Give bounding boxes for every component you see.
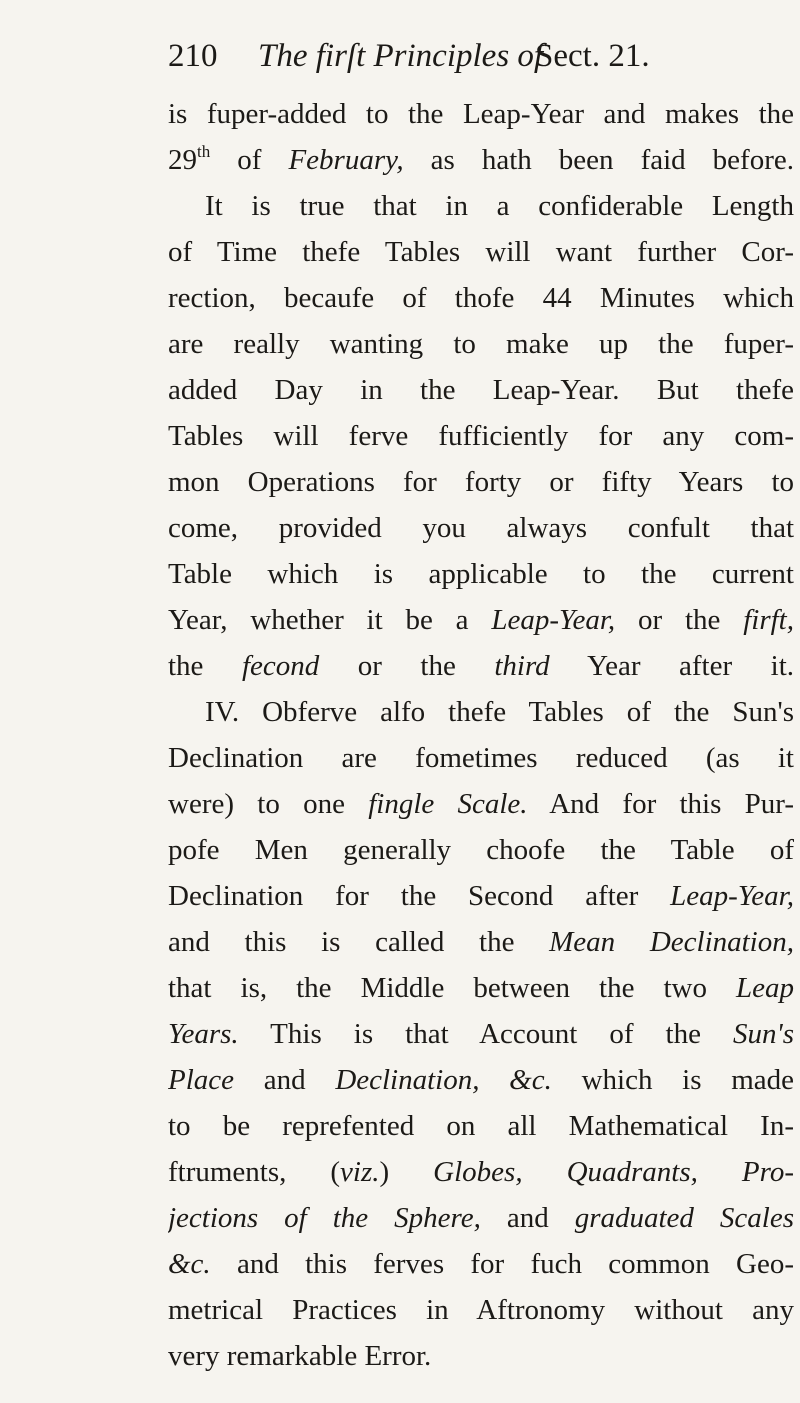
text-line: IV. Obferve alfo thefe Tables of the Sun's: [205, 696, 794, 728]
text-line: added Day in the Leap-Year. But thefe: [168, 374, 794, 406]
text-line: Year, whether it be a Leap-Year, or the firft,: [168, 604, 794, 636]
text-line: very remarkable Error.: [168, 1340, 432, 1372]
text-line: were) to one fingle Scale. And for this Pur-: [168, 788, 794, 820]
text-line: is fuper-added to the Leap-Year and makes the: [168, 98, 794, 130]
text-line: Tables will ferve fufficiently for any com-: [168, 420, 794, 452]
page-number: 210: [168, 38, 218, 74]
text-line: Declination for the Second after Leap-Year,: [168, 880, 794, 912]
text-line: It is true that in a confiderable Length: [205, 190, 794, 222]
text-line: Place and Declination, &c. which is made: [168, 1064, 794, 1096]
text-line: the fecond or the third Year after it.: [168, 650, 794, 682]
running-title: The firſt Principles of: [258, 38, 544, 74]
text-line: to be reprefented on all Mathematical In-: [168, 1110, 794, 1142]
text-line: jections of the Sphere, and graduated Scales: [168, 1202, 794, 1234]
text-line: &c. and this ferves for fuch common Geo-: [168, 1248, 794, 1280]
text-line: Declination are fometimes reduced (as it: [168, 742, 794, 774]
text-line: rection, becaufe of thofe 44 Minutes which: [168, 282, 794, 314]
section-reference: Sect. 21.: [535, 38, 650, 74]
text-line: pofe Men generally choofe the Table of: [168, 834, 794, 866]
text-line: that is, the Middle between the two Leap: [168, 972, 794, 1004]
text-line: mon Operations for forty or fifty Years to: [168, 466, 794, 498]
text-line: come, provided you always confult that: [168, 512, 794, 544]
text-line: Years. This is that Account of the Sun's: [168, 1018, 794, 1050]
text-line: metrical Practices in Aftronomy without any: [168, 1294, 794, 1326]
text-line: of Time thefe Tables will want further Cor-: [168, 236, 794, 268]
text-line: ftruments, (viz.) Globes, Quadrants, Pro-: [168, 1156, 794, 1188]
text-line: and this is called the Mean Declination,: [168, 926, 794, 958]
text-line: Table which is applicable to the current: [168, 558, 794, 590]
text-line: 29th of February, as hath been faid before.: [168, 142, 794, 176]
text-line: are really wanting to make up the fuper-: [168, 328, 794, 360]
